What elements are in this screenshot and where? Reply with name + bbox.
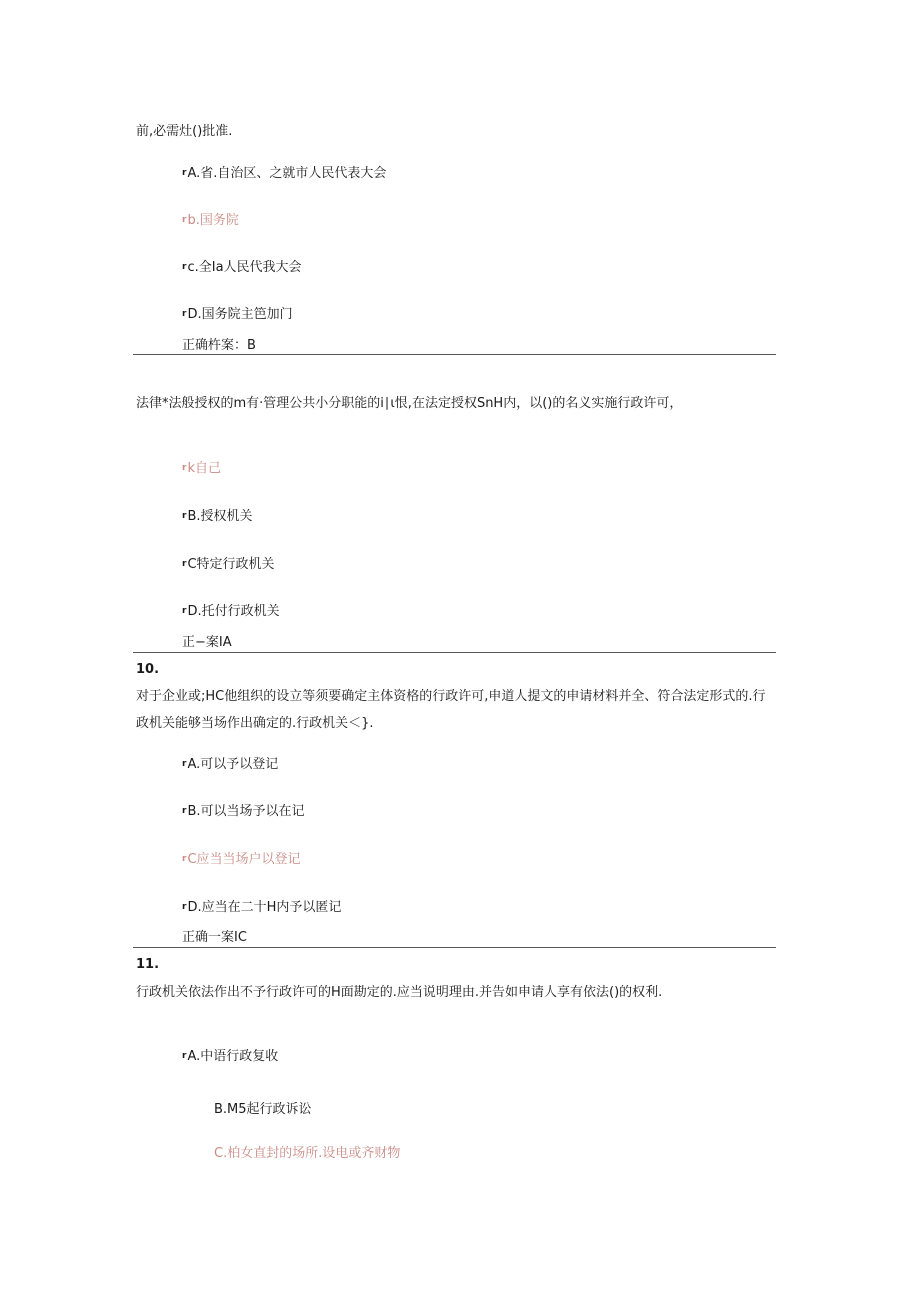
radio-mark: r: [182, 463, 187, 473]
option-b[interactable]: [182, 802, 305, 821]
option-a[interactable]: [182, 755, 278, 774]
divider: [133, 354, 776, 355]
option-label: D.应当在二十H内予以匿记: [187, 900, 342, 915]
option-c[interactable]: [182, 555, 275, 574]
option-label: C.柏女直封的场所.设电或齐财物: [214, 1146, 401, 1161]
correct-answer: 正确一案IC: [182, 930, 247, 945]
option-d[interactable]: [182, 602, 280, 621]
option-b[interactable]: [214, 1101, 312, 1119]
radio-mark: r: [182, 1051, 187, 1061]
radio-mark: r: [182, 309, 187, 319]
option-a[interactable]: [182, 1047, 278, 1066]
option-label: B.可以当场予以在记: [187, 804, 305, 819]
option-label: c.全Ia人民代我大会: [187, 260, 302, 275]
radio-mark: r: [182, 854, 187, 864]
radio-mark: r: [182, 806, 187, 816]
radio-mark: r: [182, 511, 187, 521]
option-c[interactable]: [182, 258, 302, 277]
option-label: C应当当场户以登记: [187, 852, 301, 867]
option-b[interactable]: [182, 211, 239, 230]
question-number: 11.: [136, 957, 160, 972]
option-a[interactable]: [182, 459, 221, 478]
question-number: 10.: [136, 662, 160, 677]
divider: [133, 947, 776, 948]
radio-mark: r: [182, 902, 187, 912]
radio-mark: r: [182, 168, 187, 178]
question-stem: 行政机关依法作出不予行政许可的H面勘定的.应当说明理由.并告如申请人享有依法()的权利.: [136, 985, 663, 1000]
option-label: A.省.自治区、之就市人民代表大会: [187, 166, 387, 181]
question-stem-line: 对于企业或;HC他组织的设立等须要确定主体资格的行政许可,申道人提文的申请材料并全、符合法定形式的.行: [136, 689, 766, 704]
option-label: D.国务院主笆加门: [187, 307, 293, 322]
option-label: k自己: [187, 461, 221, 476]
option-c[interactable]: [182, 850, 301, 869]
radio-mark: r: [182, 559, 187, 569]
option-d[interactable]: [182, 898, 341, 917]
radio-mark: r: [182, 215, 187, 225]
option-label: B.授权机关: [187, 509, 253, 524]
question-stem-line: 政机关能够当场作出确定的.行政机关＜}.: [136, 716, 374, 731]
option-d[interactable]: [182, 305, 293, 324]
option-a[interactable]: [182, 164, 386, 183]
option-c[interactable]: [214, 1145, 400, 1163]
divider: [133, 652, 776, 653]
question-stem: 法律*法般授权的m有·管理公共小分职能的i∣ι恨,在法定授权SnH内，以()的名义实施行政许可，: [136, 396, 683, 411]
correct-answer: 正−案IA: [182, 635, 232, 650]
radio-mark: r: [182, 606, 187, 616]
radio-mark: r: [182, 262, 187, 272]
option-label: C特定行政机关: [187, 557, 275, 572]
option-b[interactable]: [182, 507, 253, 526]
option-label: A.可以予以登记: [187, 757, 279, 772]
correct-answer: 正确杵案：B: [182, 338, 256, 353]
option-label: B.M5起行政诉讼: [214, 1102, 312, 1117]
option-label: b.国务院: [187, 213, 239, 228]
option-label: A.中语行政复收: [187, 1049, 279, 1064]
radio-mark: r: [182, 759, 187, 769]
option-label: D.托付行政机关: [187, 604, 280, 619]
question-stem-tail: 前,必需灶()批准.: [136, 124, 233, 139]
